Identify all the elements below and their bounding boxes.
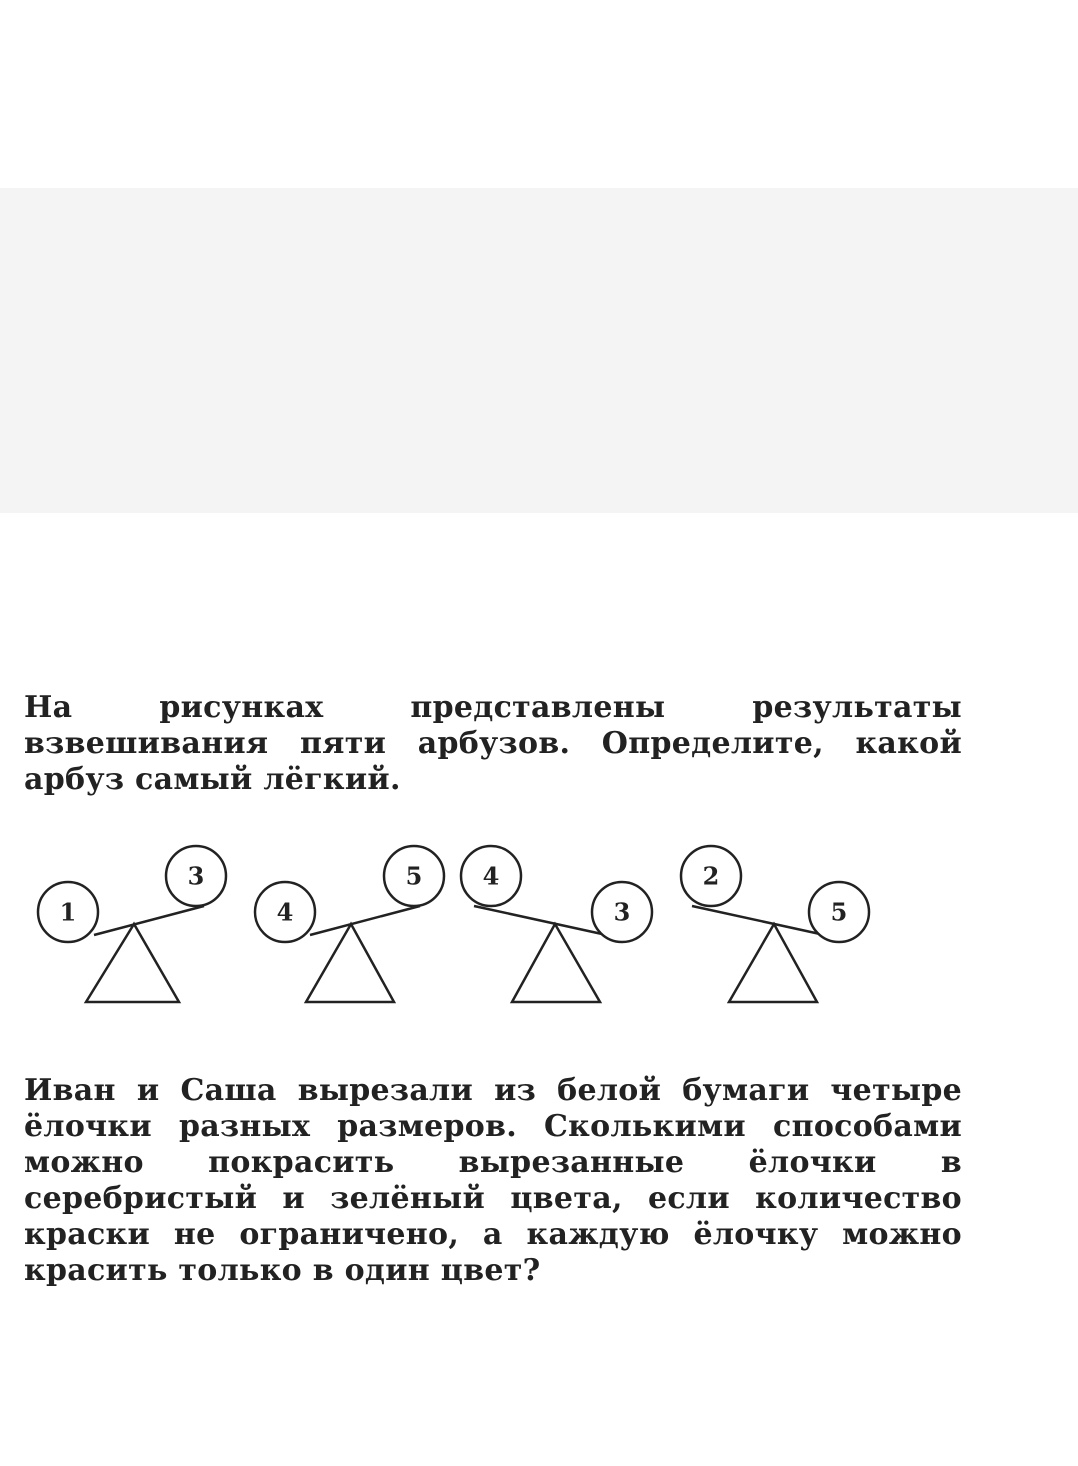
problem-2-text: Иван и Саша вырезали из белой бумаги четыре ёлочки разных размеров. Сколькими способами можно покрасить вырезанные ёлочки в серебристый и зелёный цвета, если количество краски не ограничено, а каждую ёлочку можно красить только в один цвет? xyxy=(24,1073,962,1288)
scale-2-beam xyxy=(310,906,420,935)
scale-4-beam xyxy=(692,906,820,934)
scale-1-right-label: 3 xyxy=(187,861,205,891)
scale-3-beam xyxy=(474,906,602,934)
scale-2 xyxy=(255,846,444,1002)
scale-1-beam xyxy=(94,906,204,935)
scales-figure xyxy=(24,830,924,1020)
scale-1-base xyxy=(86,924,179,1002)
scale-2-right-label: 5 xyxy=(405,861,423,891)
scale-3-left-label: 4 xyxy=(482,861,500,891)
gray-placeholder-band xyxy=(0,188,1078,513)
scale-2-base xyxy=(306,924,394,1002)
scale-1 xyxy=(38,846,226,1002)
scale-4-base xyxy=(729,924,817,1002)
scale-4 xyxy=(681,846,869,1002)
scale-1-left-label: 1 xyxy=(59,897,77,927)
scale-3 xyxy=(461,846,652,1002)
scale-4-right-label: 5 xyxy=(830,897,848,927)
scale-3-base xyxy=(512,924,600,1002)
scale-2-left-label: 4 xyxy=(276,897,294,927)
scale-3-right-label: 3 xyxy=(613,897,631,927)
problem-1-text: На рисунках представлены результаты взвешивания пяти арбузов. Определите, какой арбуз самый лёгкий. xyxy=(24,690,962,797)
scale-4-left-label: 2 xyxy=(702,861,720,891)
scales-svg xyxy=(24,830,924,1020)
